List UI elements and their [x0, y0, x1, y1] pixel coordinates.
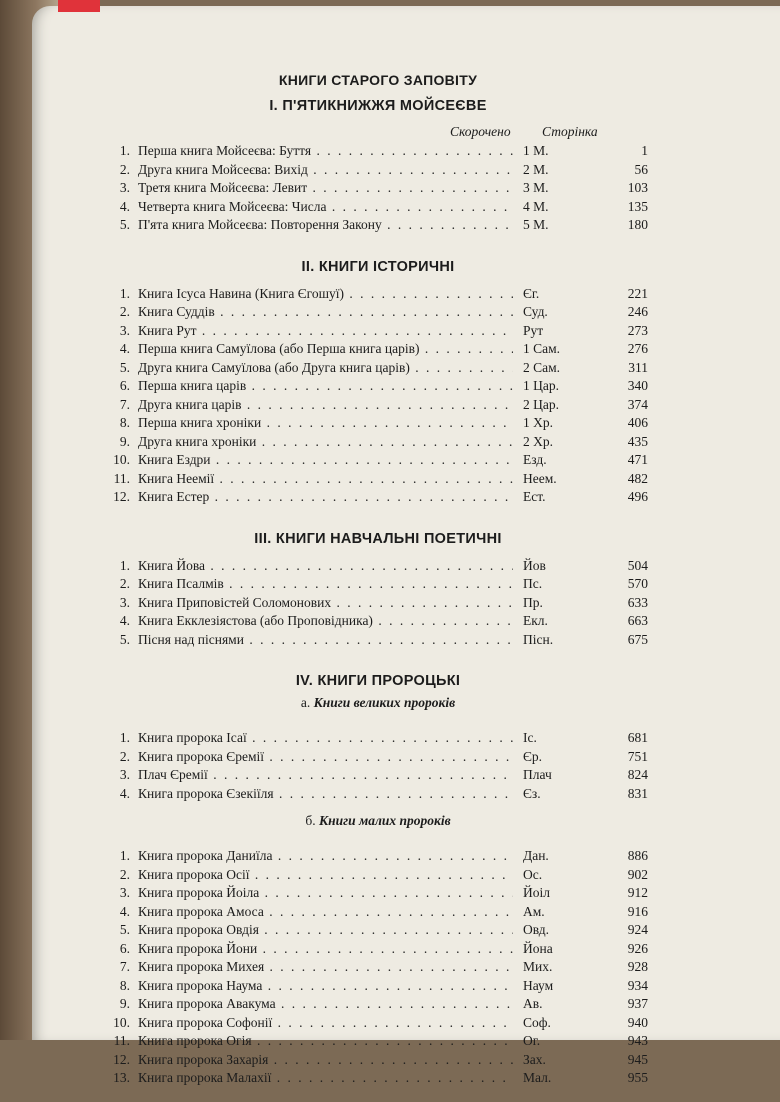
- entry-title: П'ята книга Мойсеєва: Повторення Закону . . .: [138, 216, 513, 235]
- entry-title: Перша книга царів . . .: [138, 377, 513, 396]
- entry-page: 928: [627, 959, 648, 974]
- toc-entry[interactable]: [98, 451, 658, 470]
- entry-page: 926: [627, 940, 648, 956]
- subsection-name: Книги малих пророків: [318, 813, 451, 828]
- entry-number: 7.: [119, 959, 130, 974]
- entry-number: 10.: [113, 1014, 130, 1030]
- entry-abbreviation: Плач: [523, 767, 552, 782]
- entry-number: 3.: [119, 767, 130, 782]
- entry-abbreviation: Ав.: [523, 996, 543, 1011]
- toc-entry[interactable]: [98, 766, 658, 785]
- entry-title: Друга книга Самуїлова (або Друга книга царів) . . .: [138, 359, 513, 378]
- entry-abbreviation: Ам.: [523, 903, 545, 919]
- entry-number: 2.: [119, 748, 130, 764]
- entry-number: 11.: [113, 470, 130, 486]
- entry-abbreviation: Екл.: [523, 613, 548, 628]
- toc-entry[interactable]: [98, 433, 658, 452]
- entry-abbreviation: 2 Хр.: [523, 433, 553, 449]
- entry-number: 4.: [119, 785, 130, 801]
- toc-entry[interactable]: [98, 748, 658, 767]
- toc-entry[interactable]: [98, 161, 658, 180]
- entry-page: 504: [627, 557, 648, 573]
- entry-page: 135: [627, 198, 648, 214]
- entry-number: 2.: [119, 866, 130, 882]
- entry-page: 934: [627, 977, 648, 993]
- entry-number: 5.: [119, 359, 130, 375]
- entry-abbreviation: 1 Хр.: [523, 415, 553, 430]
- entry-title: Книга пророка Софонії . . .: [138, 1014, 513, 1033]
- entry-number: 3.: [119, 885, 130, 900]
- toc-entry[interactable]: [98, 470, 658, 489]
- entry-abbreviation: Пс.: [523, 576, 543, 591]
- section-title: І. П'ЯТИКНИЖЖЯ МОЙСЕЄВЕ: [269, 98, 487, 114]
- entry-page: 633: [627, 594, 648, 610]
- entry-page: 663: [627, 613, 648, 628]
- entry-number: 5.: [119, 922, 130, 937]
- red-ribbon-bookmark: [58, 0, 100, 12]
- entry-abbreviation: Мих.: [523, 959, 553, 974]
- toc-entry[interactable]: [98, 488, 658, 507]
- entry-page: 435: [627, 433, 648, 449]
- entry-title: Книга Приповістей Соломонових . . .: [138, 594, 513, 613]
- entry-title: Друга книга Мойсеєва: Вихід . . .: [138, 161, 513, 180]
- entry-page: 180: [627, 217, 648, 232]
- column-headers: [98, 124, 658, 142]
- entry-abbreviation: Дан.: [523, 848, 549, 863]
- entry-abbreviation: Суд.: [523, 304, 548, 319]
- toc-section: [98, 531, 658, 650]
- entry-abbreviation: 2 Сам.: [523, 359, 561, 375]
- toc-entry[interactable]: [98, 179, 658, 198]
- subsection-label: б.: [305, 813, 316, 828]
- entry-page: 340: [627, 378, 648, 393]
- entry-title: Книга пророка Йоіла . . .: [138, 884, 513, 903]
- entry-page: 406: [627, 415, 648, 430]
- entry-number: 1.: [119, 285, 130, 301]
- entry-abbreviation: Рут: [523, 322, 544, 338]
- subsection-title: [98, 695, 658, 711]
- entry-title: Друга книга хроніки . . .: [138, 433, 513, 452]
- toc-entry[interactable]: [98, 594, 658, 613]
- entry-number: 1.: [119, 557, 130, 573]
- entry-title: Перша книга хроніки . . .: [138, 414, 513, 433]
- entry-number: 10.: [113, 452, 130, 467]
- toc-entry[interactable]: [98, 575, 658, 594]
- toc-entry[interactable]: [98, 340, 658, 359]
- entry-number: 12.: [113, 489, 130, 504]
- toc-entry[interactable]: [98, 866, 658, 885]
- entry-title: Пісня над піснями . . .: [138, 631, 513, 650]
- toc-entry[interactable]: [98, 977, 658, 996]
- entry-abbreviation: 2 М.: [523, 161, 549, 177]
- entry-abbreviation: Єр.: [523, 748, 543, 764]
- page-column-header: Сторінка: [542, 124, 598, 139]
- entry-abbreviation: 3 М.: [523, 180, 549, 195]
- entry-page: 924: [627, 922, 648, 937]
- toc-body: [98, 98, 658, 1102]
- toc-entry[interactable]: [98, 396, 658, 415]
- entry-title: Третя книга Мойсеєва: Левит . . .: [138, 179, 513, 198]
- subsection-title: [98, 813, 658, 829]
- toc-entry[interactable]: [98, 631, 658, 650]
- entry-number: 6.: [119, 378, 130, 393]
- toc-entry[interactable]: [98, 198, 658, 217]
- toc-section: [98, 673, 658, 1088]
- entry-abbreviation: 1 Цар.: [523, 378, 559, 393]
- entry-abbreviation: 1 Сам.: [523, 341, 561, 356]
- entry-title: Книга пророка Ісаї . . .: [138, 729, 513, 748]
- entry-page: 945: [627, 1051, 648, 1067]
- entry-abbreviation: Ог.: [523, 1033, 541, 1048]
- entry-abbreviation: Ест.: [523, 489, 546, 504]
- entry-abbreviation: Зах.: [523, 1051, 546, 1067]
- entry-abbreviation: Єз.: [523, 785, 541, 801]
- entry-page: 912: [627, 885, 648, 900]
- toc-entry[interactable]: [98, 847, 658, 866]
- toc-section: [98, 98, 658, 235]
- entry-abbreviation: Мал.: [523, 1070, 552, 1085]
- entry-number: 1.: [119, 730, 130, 745]
- entry-number: 4.: [119, 903, 130, 919]
- entry-abbreviation: Овд.: [523, 922, 550, 937]
- entry-page: 570: [627, 576, 648, 591]
- entry-abbreviation: 2 Цар.: [523, 396, 559, 412]
- entry-number: 2.: [119, 161, 130, 177]
- entry-abbreviation: 4 М.: [523, 198, 549, 214]
- entry-abbreviation: Іс.: [523, 730, 537, 745]
- entry-title: Книга Екклезіястова (або Проповідника) . . .: [138, 612, 513, 631]
- entry-title: Книга пророка Захарія . . .: [138, 1051, 513, 1070]
- entry-title: Четверта книга Мойсеєва: Числа . . .: [138, 198, 513, 217]
- entry-abbreviation: Езд.: [523, 452, 547, 467]
- entry-number: 5.: [119, 217, 130, 232]
- entry-page: 902: [627, 866, 648, 882]
- entry-page: 374: [627, 396, 648, 412]
- toc-entry[interactable]: [98, 285, 658, 304]
- entry-number: 9.: [119, 433, 130, 449]
- section-title: II. КНИГИ ІСТОРИЧНІ: [301, 258, 455, 275]
- entry-page: 943: [627, 1033, 648, 1048]
- entry-page: 276: [627, 341, 648, 356]
- toc-entry[interactable]: [98, 303, 658, 322]
- entry-abbreviation: Йоіл: [523, 885, 550, 900]
- entry-page: 221: [627, 285, 648, 301]
- entry-number: 1.: [119, 143, 130, 158]
- entry-title: Книга Естер . . .: [138, 488, 513, 507]
- entry-number: 7.: [119, 396, 130, 412]
- entry-number: 5.: [119, 631, 130, 647]
- toc-entry[interactable]: [98, 414, 658, 433]
- entry-page: 246: [627, 304, 648, 319]
- entry-page: 103: [627, 180, 648, 195]
- entry-title: Книга пророка Осії . . .: [138, 866, 513, 885]
- entry-number: 8.: [119, 415, 130, 430]
- toc-entry[interactable]: [98, 785, 658, 804]
- toc-entry[interactable]: [98, 322, 658, 341]
- entry-number: 4.: [119, 613, 130, 628]
- toc-entry[interactable]: [98, 729, 658, 748]
- entry-number: 3.: [119, 594, 130, 610]
- entry-title: Книга Ездри . . .: [138, 451, 513, 470]
- toc-section: [98, 259, 658, 507]
- entry-number: 13.: [113, 1070, 130, 1085]
- entry-title: Книга Неемії . . .: [138, 470, 513, 489]
- entry-page: 56: [634, 161, 648, 177]
- entry-page: 955: [627, 1070, 648, 1085]
- toc-entry[interactable]: [98, 1069, 658, 1088]
- entry-title: Друга книга царів . . .: [138, 396, 513, 415]
- toc-entry[interactable]: [98, 216, 658, 235]
- entry-abbreviation: 1 М.: [523, 143, 549, 158]
- entry-page: 273: [627, 322, 648, 338]
- entry-title: Книга пророка Єремії . . .: [138, 748, 513, 767]
- toc-entry[interactable]: [98, 1032, 658, 1051]
- toc-entry[interactable]: [98, 995, 658, 1014]
- toc-entry[interactable]: [98, 557, 658, 576]
- entry-title: Книга пророка Овдія . . .: [138, 921, 513, 940]
- book-title: КНИГИ СТАРОГО ЗАПОВІТУ: [278, 72, 478, 88]
- toc-entry[interactable]: [98, 958, 658, 977]
- entry-page: 824: [627, 767, 648, 782]
- entry-page: 496: [627, 489, 648, 504]
- entry-title: Плач Єремії . . .: [138, 766, 513, 785]
- entry-title: Перша книга Самуїлова (або Перша книга царів) . . .: [138, 340, 513, 359]
- entry-number: 11.: [113, 1033, 130, 1048]
- entry-page: 886: [627, 848, 648, 863]
- entry-number: 4.: [119, 198, 130, 214]
- entry-number: 9.: [119, 996, 130, 1011]
- entry-abbreviation: Ос.: [523, 866, 543, 882]
- table-of-contents: [98, 72, 658, 1102]
- toc-entry[interactable]: [98, 940, 658, 959]
- entry-title: Книга Рут . . .: [138, 322, 513, 341]
- entry-title: Книга пророка Наума . . .: [138, 977, 513, 996]
- entry-page: 937: [627, 996, 648, 1011]
- toc-entry[interactable]: [98, 142, 658, 161]
- subsection-name: Книги великих пророків: [313, 695, 456, 710]
- entry-title: Книга пророка Амоса . . .: [138, 903, 513, 922]
- entry-abbreviation: Єг.: [523, 285, 540, 301]
- entry-page: 831: [627, 785, 648, 801]
- entry-number: 6.: [119, 940, 130, 956]
- entry-number: 12.: [113, 1051, 130, 1067]
- entry-page: 675: [627, 631, 648, 647]
- entry-number: 2.: [119, 576, 130, 591]
- toc-entry[interactable]: [98, 1051, 658, 1070]
- entry-title: Книга Ісуса Навина (Книга Єгошуї) . . .: [138, 285, 513, 304]
- entry-title: Книга пророка Даниїла . . .: [138, 847, 513, 866]
- entry-number: 8.: [119, 977, 130, 993]
- entry-title: Книга Суддів . . .: [138, 303, 513, 322]
- toc-entry[interactable]: [98, 612, 658, 631]
- entry-number: 4.: [119, 341, 130, 356]
- entry-title: Книга Йова . . .: [138, 557, 513, 576]
- entry-abbreviation: Неем.: [523, 470, 557, 486]
- entry-page: 681: [627, 730, 648, 745]
- entry-page: 311: [628, 359, 648, 375]
- toc-entry[interactable]: [98, 1014, 658, 1033]
- entry-title: Книга пророка Малахії . . .: [138, 1069, 513, 1088]
- entry-abbreviation: Йона: [523, 940, 553, 956]
- entry-number: 3.: [119, 322, 130, 338]
- entry-abbreviation: 5 М.: [523, 217, 549, 232]
- entry-number: 2.: [119, 304, 130, 319]
- entry-title: Книга пророка Йони . . .: [138, 940, 513, 959]
- entry-abbreviation: Наум: [523, 977, 554, 993]
- toc-entry[interactable]: [98, 903, 658, 922]
- subsection-label: а.: [300, 695, 311, 710]
- abbr-column-header: Скорочено: [450, 124, 511, 139]
- entry-page: 751: [627, 748, 648, 764]
- entry-abbreviation: Пісн.: [523, 631, 554, 647]
- section-title: III. КНИГИ НАВЧАЛЬНІ ПОЕТИЧНІ: [254, 530, 502, 547]
- toc-entry[interactable]: [98, 884, 658, 903]
- entry-title: Книга пророка Михея . . .: [138, 958, 513, 977]
- toc-entry[interactable]: [98, 921, 658, 940]
- entry-number: 3.: [119, 180, 130, 195]
- entry-page: 1: [641, 143, 648, 158]
- entry-abbreviation: Пр.: [523, 594, 543, 610]
- entry-page: 940: [627, 1014, 648, 1030]
- entry-title: Книга пророка Огія . . .: [138, 1032, 513, 1051]
- entry-page: 471: [627, 452, 648, 467]
- entry-title: Книга пророка Авакума . . .: [138, 995, 513, 1014]
- entry-title: Перша книга Мойсеєва: Буття . . .: [138, 142, 513, 161]
- entry-abbreviation: Йов: [523, 557, 546, 573]
- entry-number: 1.: [119, 848, 130, 863]
- toc-entry[interactable]: [98, 359, 658, 378]
- entry-page: 916: [627, 903, 648, 919]
- entry-page: 482: [627, 470, 648, 486]
- entry-abbreviation: Соф.: [523, 1014, 551, 1030]
- section-title: IV. КНИГИ ПРОРОЦЬКІ: [295, 673, 461, 689]
- entry-title: Книга пророка Єзекіїля . . .: [138, 785, 513, 804]
- entry-title: Книга Псалмів . . .: [138, 575, 513, 594]
- toc-entry[interactable]: [98, 377, 658, 396]
